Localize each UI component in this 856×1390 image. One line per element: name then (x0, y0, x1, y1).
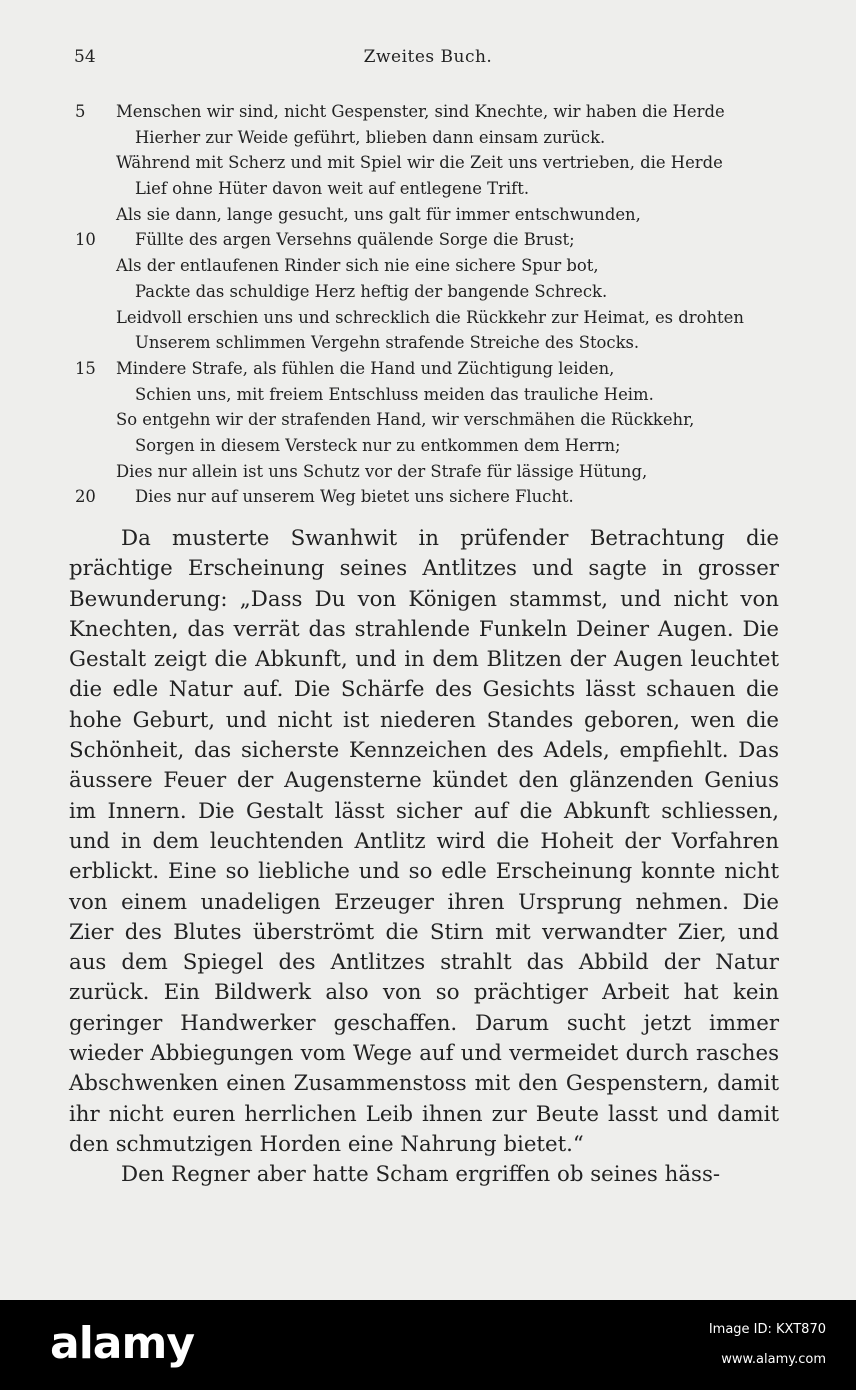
verse-line (70, 330, 790, 356)
verse-line-text: Menschen wir sind, nicht Gespenster, sind Knechte, wir haben die Herde (116, 102, 725, 121)
prose-paragraph: Den Regner aber hatte Scham ergriffen ob seines häss- (121, 1162, 721, 1188)
verse-line-text: Während mit Scherz und mit Spiel wir die Zeit uns vertrieben, die Herde (116, 153, 723, 173)
verse-line (70, 459, 790, 485)
verse-line-text: So entgehn wir der strafenden Hand, wir verschmähen die Rückkehr, (116, 410, 695, 430)
verse-line-text: Dies nur auf unserem Weg bietet uns sichere Flucht. (135, 487, 574, 507)
alamy-logo: alamy (50, 1318, 194, 1369)
verse-line (70, 407, 790, 433)
verse-line (70, 356, 790, 382)
prose-block (69, 524, 779, 1191)
verse-line-text: Packte das schuldige Herz heftig der bangende Schreck. (135, 281, 608, 301)
image-id-label: Image ID: KXT870 (708, 1322, 826, 1337)
verse-line-number: 20 (75, 487, 96, 507)
verse-line-text: Dies nur allein ist uns Schutz vor der Strafe für lässige Hütung, (116, 461, 648, 481)
verse-line (70, 99, 790, 125)
verse-line-text: Hierher zur Weide geführt, blieben dann einsam zurück. (135, 127, 606, 147)
verse-line (70, 433, 790, 459)
verse-line-text: Schien uns, mit freiem Entschluss meiden das trauliche Heim. (135, 384, 654, 404)
verse-line-number: 10 (75, 230, 96, 250)
verse-block (70, 99, 790, 510)
running-head: Zweites Buch. (363, 47, 493, 67)
verse-line-number: 5 (75, 102, 86, 121)
verse-line-text: Unserem schlimmen Vergehn strafende Streiche des Stocks. (135, 333, 640, 353)
verse-line-text: Mindere Strafe, als fühlen die Hand und Züchtigung leiden, (116, 358, 615, 378)
verse-line (70, 279, 790, 305)
verse-line-text: Füllte des argen Versehns quälende Sorge die Brust; (135, 230, 575, 250)
verse-line (70, 227, 790, 253)
verse-line (70, 382, 790, 408)
verse-line (70, 202, 790, 228)
verse-line (70, 125, 790, 151)
verse-line (70, 253, 790, 279)
verse-line-text: Leidvoll erschien uns und schrecklich die Rückkehr zur Heimat, es drohten (116, 307, 744, 327)
verse-line (70, 150, 790, 176)
watermark-bar (0, 1300, 856, 1390)
verse-line-text: Lief ohne Hüter davon weit auf entlegene Trift. (135, 179, 530, 199)
page-number: 54 (74, 47, 96, 67)
site-url-label: www.alamy.com (721, 1352, 826, 1367)
prose-paragraph: Da musterte Swanhwit in prüfender Betrachtung die prächtige Erscheinung seines Antlitzes und sagte in grosser Bewunderung: „Dass Du von Königen stammst, und nicht von Knechten, das verrät das strahlende Funkeln Deiner Augen. Die Gestalt zeigt die Abkunft, und in dem Blitzen der Augen leuchtet die edle Natur auf. Die Schärfe des Gesichts lässt schauen die hohe Geburt, und nicht ist niederen Standes geboren, wen die Schönheit, das sicherste Kennzeichen des Adels, empfiehlt. Das äussere Feuer der Augensterne kündet den glänzenden Genius im Innern. Die Gestalt lässt sicher auf die Abkunft schliessen, und in dem leuchtenden Antlitz wird die Hoheit der Vorfahren erblickt. Eine so liebliche und so edle Erscheinung konnte nicht von einem unadeligen Erzeuger ihren Ursprung nehmen. Die Zier des Blutes überströmt die Stirn mit verwandter Zier, und aus dem Spiegel des Antlitzes strahlt das Abbild der Natur zurück. Ein Bildwerk also von so prächtiger Arbeit hat kein geringer Handwerker geschaffen. Darum sucht jetzt immer wieder Abbiegungen vom Wege auf und vermeidet durch rasches Abschwenken einen Zusammenstoss mit den Gespenstern, damit ihr nicht euren herrlichen Leib ihnen zur Beute lasst und damit den schmutzigen Horden eine Nahrung bietet.“ (69, 526, 779, 1157)
verse-line-text: Als sie dann, lange gesucht, uns galt für immer entschwunden, (116, 204, 641, 224)
verse-line (70, 176, 790, 202)
verse-line (70, 484, 790, 510)
verse-line (70, 305, 790, 331)
verse-line-number: 15 (75, 358, 96, 378)
verse-line-text: Als der entlaufenen Rinder sich nie eine sichere Spur bot, (116, 256, 599, 276)
verse-line-text: Sorgen in diesem Versteck nur zu entkommen dem Herrn; (135, 435, 621, 455)
